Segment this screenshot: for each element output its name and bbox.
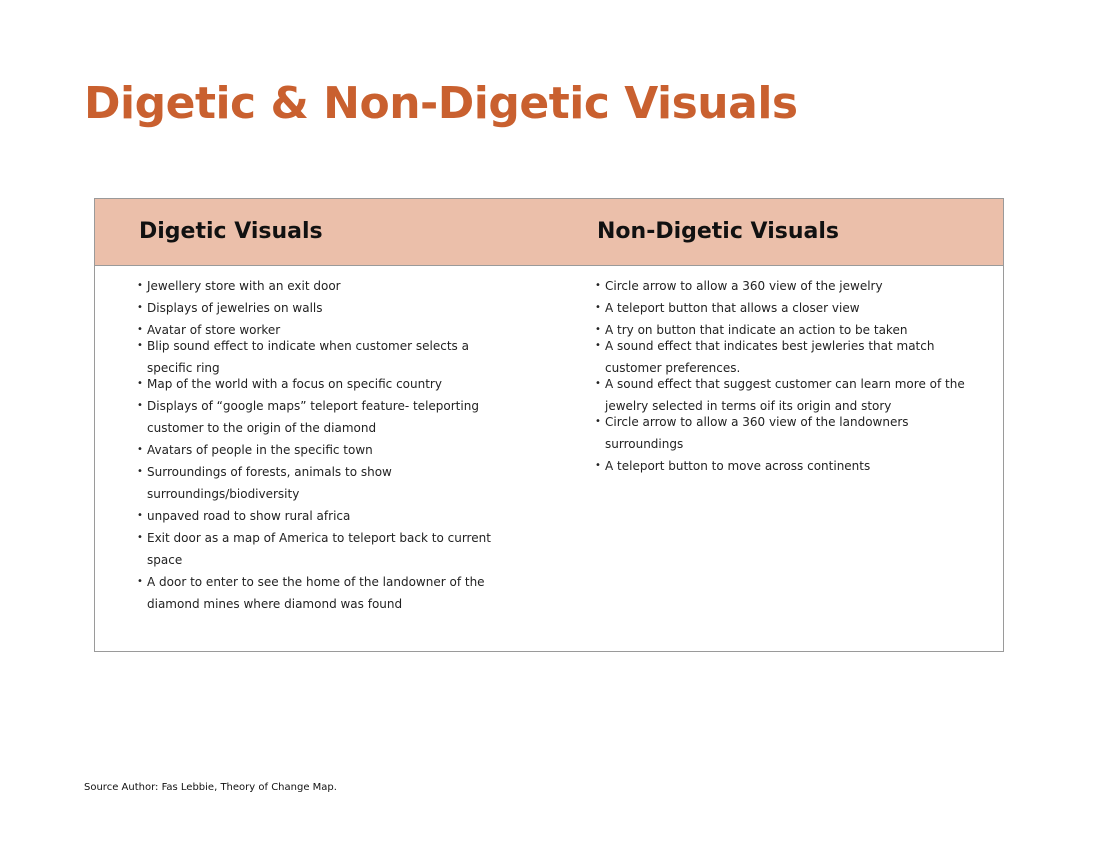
list-item: • Displays of “google maps” teleport feature- teleporting customer to the origin of the diamond xyxy=(137,395,517,439)
list-item: • A sound effect that suggest customer can learn more of the jewelry selected in terms oif its origin and story xyxy=(595,373,965,417)
digetic-list xyxy=(137,275,517,615)
list-item: • A sound effect that indicates best jewleries that match customer preferences. xyxy=(595,335,965,379)
list-item: • Jewellery store with an exit door xyxy=(137,275,517,297)
list-item: • A teleport button to move across continents xyxy=(595,455,965,477)
list-item: • Circle arrow to allow a 360 view of the jewelry xyxy=(595,275,965,297)
list-item: • unpaved road to show rural africa xyxy=(137,505,517,527)
list-item: • Avatars of people in the specific town xyxy=(137,439,517,461)
page-title: Digetic & Non-Digetic Visuals xyxy=(84,78,798,129)
digetic-heading: Digetic Visuals xyxy=(139,219,323,244)
list-item: • A try on button that indicate an action to be taken xyxy=(595,319,965,341)
table-header xyxy=(95,199,1003,266)
list-item: • Map of the world with a focus on specific country xyxy=(137,373,517,395)
list-item: • Surroundings of forests, animals to show surroundings/biodiversity xyxy=(137,461,517,505)
list-item: • Exit door as a map of America to teleport back to current space xyxy=(137,527,517,571)
list-item: • Circle arrow to allow a 360 view of the landowners surroundings xyxy=(595,411,965,455)
non-digetic-list xyxy=(595,275,965,477)
list-item: • A teleport button that allows a closer view xyxy=(595,297,965,319)
non-digetic-heading: Non-Digetic Visuals xyxy=(597,219,839,244)
source-credit: Source Author: Fas Lebbie, Theory of Change Map. xyxy=(84,782,337,793)
list-item: • Avatar of store worker xyxy=(137,319,517,341)
list-item: • Displays of jewelries on walls xyxy=(137,297,517,319)
list-item: • A door to enter to see the home of the landowner of the diamond mines where diamond was found xyxy=(137,571,517,615)
visuals-table xyxy=(94,198,1004,652)
list-item: • Blip sound effect to indicate when customer selects a specific ring xyxy=(137,335,517,379)
